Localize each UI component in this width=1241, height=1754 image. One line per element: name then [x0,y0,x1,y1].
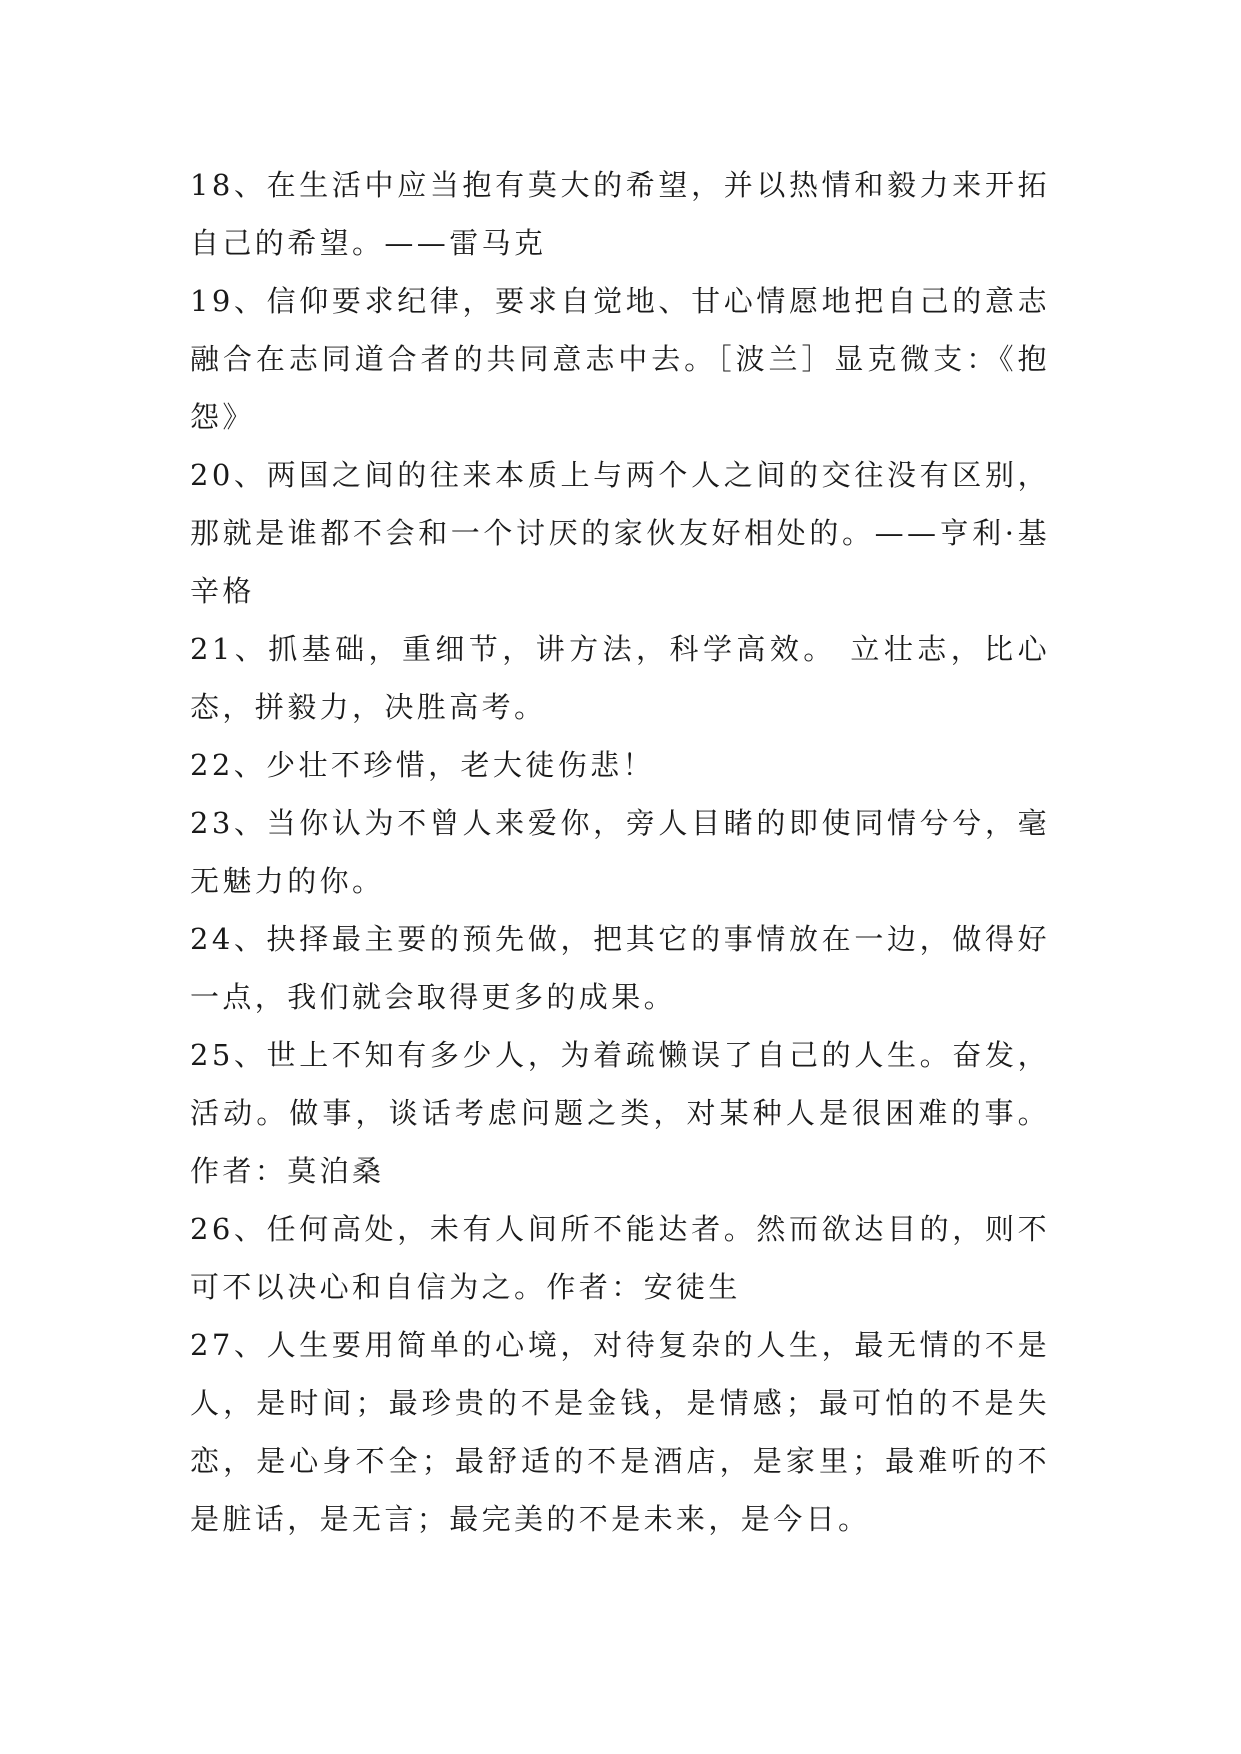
quote-23: 23、当你认为不曾人来爱你，旁人目睹的即使同情兮兮，毫无魅力的你。 [190,806,1050,898]
quote-25: 25、世上不知有多少人，为着疏懒误了自己的人生。奋发，活动。做事，谈话考虑问题之类，对某种人是很困难的事。作者：莫泊桑 [190,1038,1050,1188]
quote-21: 21、抓基础，重细节，讲方法，科学高效。 立壮志，比心态，拼毅力，决胜高考。 [190,632,1050,724]
quote-list [190,156,1050,1548]
quote-20: 20、两国之间的往来本质上与两个人之间的交往没有区别，那就是谁都不会和一个讨厌的家伙友好相处的。——亨利·基辛格 [190,458,1050,608]
quote-27: 27、人生要用简单的心境，对待复杂的人生，最无情的不是人，是时间；最珍贵的不是金钱，是情感；最可怕的不是失恋，是心身不全；最舒适的不是酒店，是家里；最难听的不是脏话，是无言；最完美的不是未来，是今日。 [190,1328,1050,1536]
quote-19: 19、信仰要求纪律，要求自觉地、甘心情愿地把自己的意志融合在志同道合者的共同意志中去。［波兰］显克微支：《抱怨》 [190,284,1050,434]
quote-18: 18、在生活中应当抱有莫大的希望，并以热情和毅力来开拓自己的希望。——雷马克 [190,168,1050,260]
quote-22: 22、少壮不珍惜，老大徒伤悲！ [190,748,655,782]
quote-26: 26、任何高处，未有人间所不能达者。然而欲达目的，则不可不以决心和自信为之。作者：安徒生 [190,1212,1050,1304]
quote-24: 24、抉择最主要的预先做，把其它的事情放在一边，做得好一点，我们就会取得更多的成果。 [190,922,1050,1014]
